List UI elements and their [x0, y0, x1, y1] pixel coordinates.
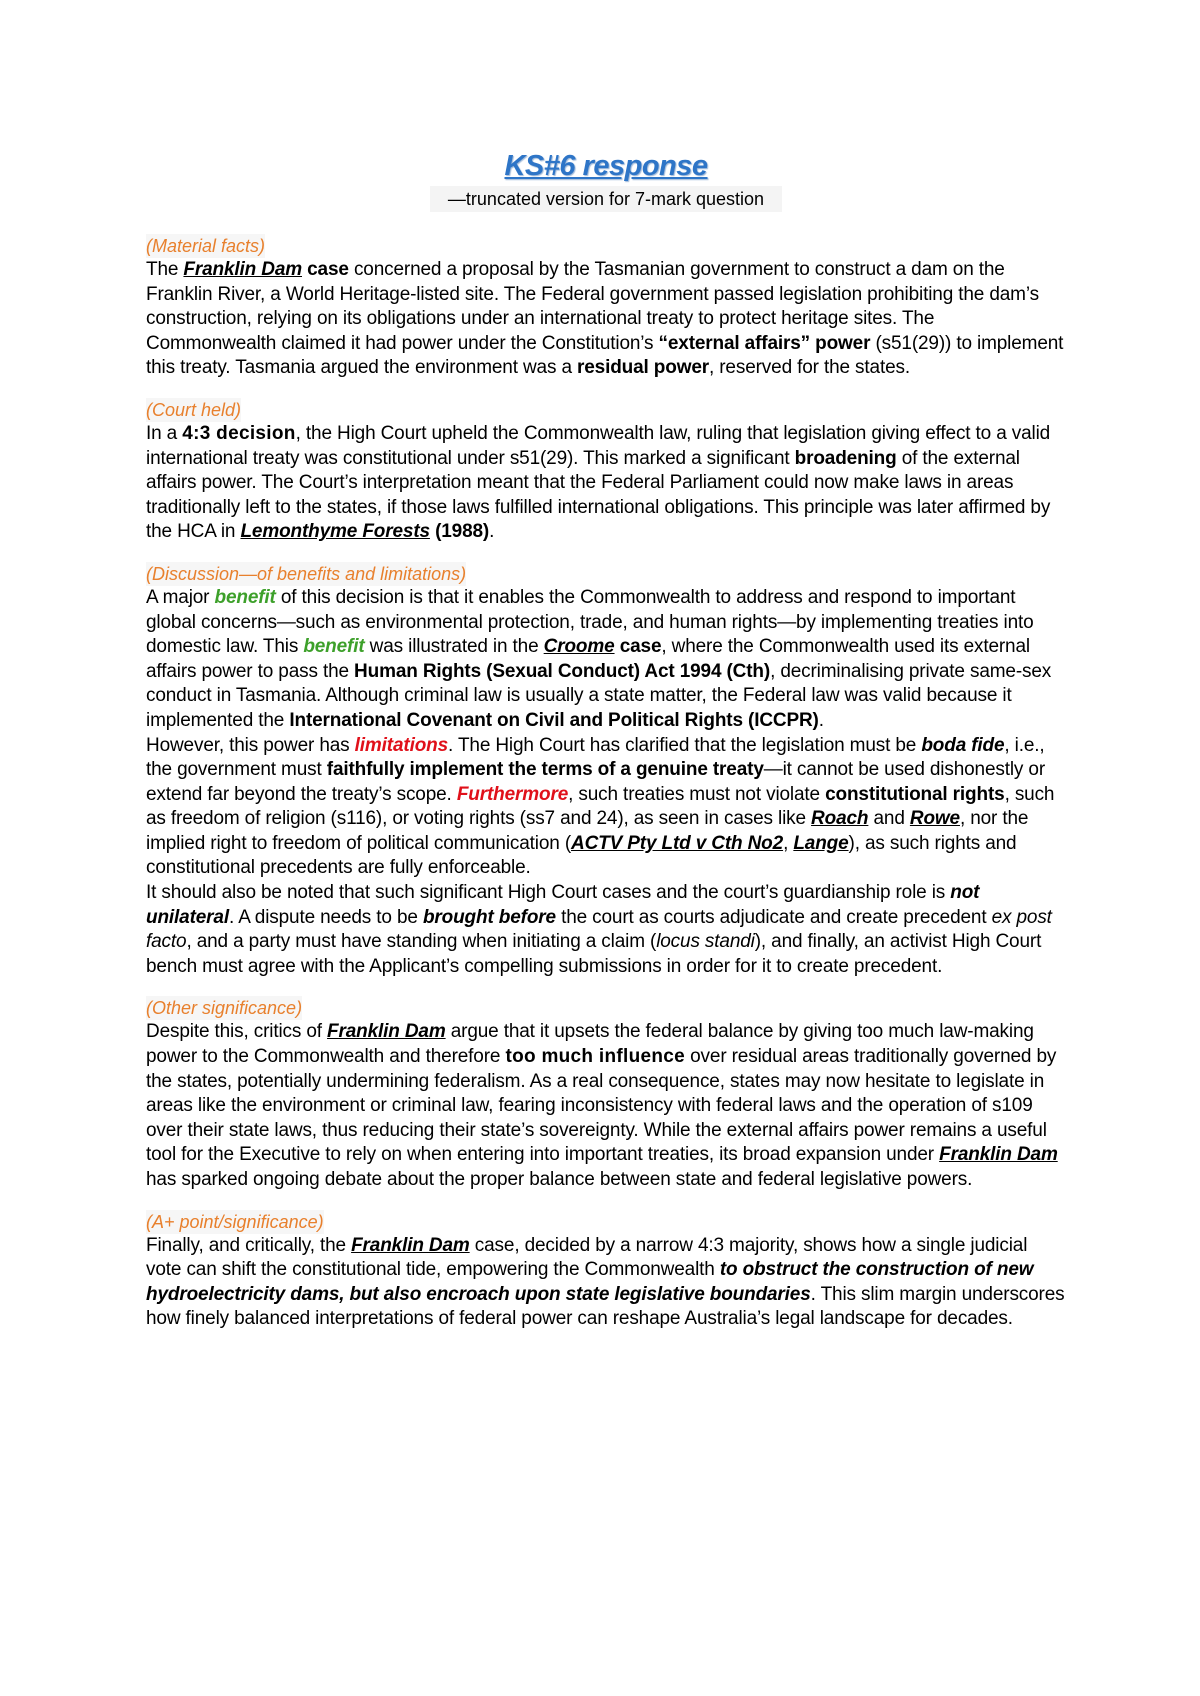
title-block: [146, 148, 1066, 212]
case-name: Croome: [543, 636, 615, 658]
case-name: Franklin Dam: [939, 1144, 1058, 1166]
paragraph: Despite this, critics of Franklin Dam argue that it upsets the federal balance by giving too much law-making power to the Commonwealth and therefore too much influence over residual areas traditionally governed by the states, potentially undermining federalism. As a real consequence, states may now hesitate to legislate in areas like the environment or criminal law, fearing inconsistency with federal laws and the operation of s109 over their state laws, thus reducing their state’s sovereignty. While the external affairs power remains a useful tool for the Executive to rely on when entering into important treaties, its broad expansion under Franklin Dam has sparked ongoing debate about the proper balance between state and federal legislative powers.: [146, 1021, 1058, 1190]
page-subtitle: —truncated version for 7-mark question: [430, 186, 782, 212]
section-heading: (A+ point/significance): [146, 1211, 324, 1232]
section-court-held: [146, 398, 1066, 545]
paragraph: A major benefit of this decision is that it enables the Commonwealth to address and respond to important global concerns—such as environmental protection, trade, and human rights—by implementing treaties into domestic law. This benefit was illustrated in the Croome case, where the Commonwealth used its external affairs power to pass the Human Rights (Sexual Conduct) Act 1994 (Cth), decriminalising private same-sex conduct in Tasmania. Although criminal law is usually a state matter, the Federal law was valid because it implemented the International Covenant on Civil and Political Rights (ICCPR).: [146, 586, 1052, 731]
paragraph: However, this power has limitations. The High Court has clarified that the legislation must be boda fide, i.e., the government must faithfully implement the terms of a genuine treaty—it cannot be used dishonestly or extend far beyond the treaty’s scope. Furthermore, such treaties must not violate constitutional rights, such as freedom of religion (s116), or voting rights (ss7 and 24), as seen in cases like Roach and Rowe, nor the implied right to freedom of political communication (ACTV Pty Ltd v Cth No2, Lange), as such rights and constitutional precedents are fully enforceable.: [146, 734, 1055, 879]
case-name: Franklin Dam: [351, 1234, 470, 1256]
case-name: Rowe: [909, 808, 960, 830]
section-other-significance: [146, 996, 1066, 1192]
section-heading: (Other significance): [146, 998, 303, 1019]
page-title: KS#6 response: [504, 150, 708, 182]
case-name: Roach: [811, 808, 869, 830]
case-name: ACTV Pty Ltd v Cth No2: [571, 832, 784, 854]
section-heading: (Material facts): [146, 236, 266, 256]
paragraph: The Franklin Dam case concerned a proposal by the Tasmanian government to construct a dam on the Franklin River, a World Heritage-listed site. The Federal government passed legislation prohibiting the dam’s construction, relying on its obligations under an international treaty to protect heritage sites. The Commonwealth claimed it had power under the Constitution’s “external affairs” power (s51(29)) to implement this treaty. Tasmania argued the environment was a residual power, reserved for the states.: [146, 259, 1064, 379]
paragraph: It should also be noted that such significant High Court cases and the court’s guardianship role is not unilateral. A dispute needs to be brought before the court as courts adjudicate and create precedent ex post facto, and a party must have standing when initiating a claim (locus standi), and finally, an activist High Court bench must agree with the Applicant’s compelling submissions in order for it to create precedent.: [146, 882, 1052, 977]
section-heading: (Discussion—of benefits and limitations): [146, 563, 467, 584]
case-name: Lange: [793, 832, 849, 854]
case-name: Lemonthyme Forests: [240, 521, 430, 543]
section-a-plus-point: [146, 1210, 1066, 1332]
case-name: Franklin Dam: [183, 259, 302, 280]
document-page: [146, 148, 1066, 1332]
case-name: Franklin Dam: [327, 1021, 446, 1043]
paragraph: Finally, and critically, the Franklin Dam case, decided by a narrow 4:3 majority, shows how a single judicial vote can shift the constitutional tide, empowering the Commonwealth to obstruct the construction of new hydroelectricity dams, but also encroach upon state legislative boundaries. This slim margin underscores how finely balanced interpretations of federal power can reshape Australia’s legal landscape for decades.: [146, 1234, 1065, 1330]
section-material-facts: [146, 234, 1066, 381]
paragraph: In a 4:3 decision, the High Court upheld the Commonwealth law, ruling that legislation giving effect to a valid international treaty was constitutional under s51(29). This marked a significant broadening of the external affairs power. The Court’s interpretation meant that the Federal Parliament could now make laws in areas traditionally left to the states, if those laws fulfilled international obligations. This principle was later affirmed by the HCA in Lemonthyme Forests (1988).: [146, 422, 1051, 543]
section-discussion: [146, 562, 1066, 980]
section-heading: (Court held): [146, 399, 242, 420]
